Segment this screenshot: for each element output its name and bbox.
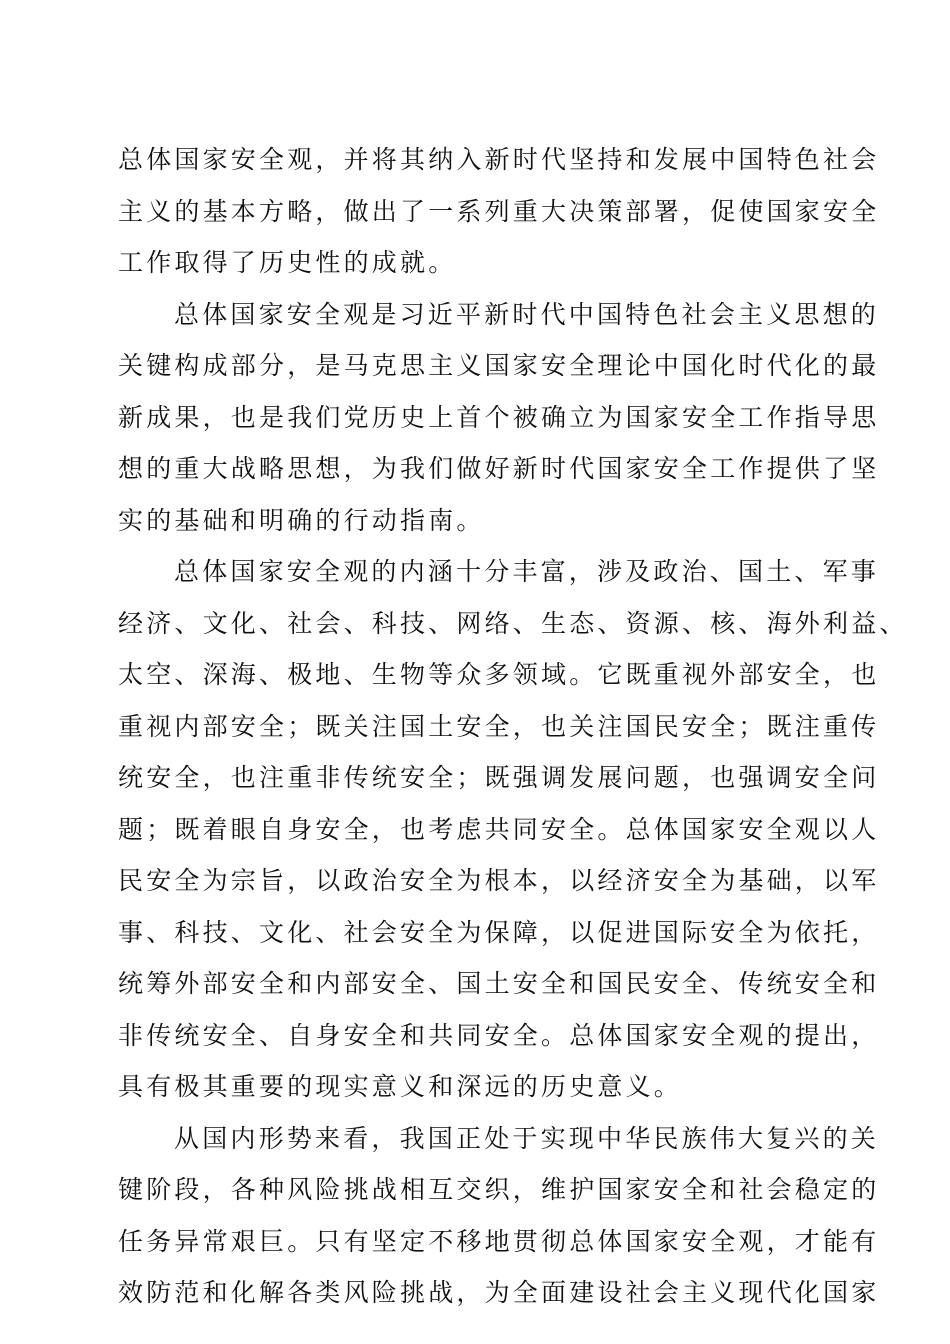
paragraph-3: [118, 546, 908, 1113]
paragraph-1: [118, 134, 880, 289]
text-line: 效防范和化解各类风险挑战，为全面建设社会主义现代化国家: [118, 1278, 880, 1307]
text-line: 太空、深海、极地、生物等众多领域。它既重视外部安全，也: [118, 660, 880, 689]
text-line: 主义的基本方略，做出了一系列重大决策部署，促使国家安全: [118, 196, 880, 226]
text-line: 总体国家安全观是习近平新时代中国特色社会主义思想的: [174, 299, 880, 329]
text-line: 想的重大战略思想，为我们做好新时代国家安全工作提供了坚: [118, 454, 880, 483]
text-line: 经济、文化、社会、科技、网络、生态、资源、核、海外利益、: [118, 608, 908, 638]
text-line: 总体国家安全观的内涵十分丰富，涉及政治、国土、军事: [174, 557, 880, 586]
text-line: 统安全，也注重非传统安全；既强调发展问题，也强调安全问: [118, 763, 880, 792]
text-line: 任务异常艰巨。只有坚定不移地贯彻总体国家安全观，才能有: [118, 1226, 880, 1256]
text-line: 统筹外部安全和内部安全、国土安全和国民安全、传统安全和: [118, 969, 880, 998]
text-line: 事、科技、文化、社会安全为保障，以促进国际安全为依托，: [118, 917, 880, 947]
text-line: 非传统安全、自身安全和共同安全。总体国家安全观的提出，: [118, 1020, 880, 1050]
paragraph-4: [118, 1113, 880, 1319]
document-body: [118, 134, 908, 1319]
text-line: 键阶段，各种风险挑战相互交织，维护国家安全和社会稳定的: [118, 1175, 880, 1204]
text-line: 从国内形势来看，我国正处于实现中华民族伟大复兴的关: [174, 1123, 880, 1153]
text-line: 总体国家安全观，并将其纳入新时代坚持和发展中国特色社会: [118, 145, 880, 174]
paragraph-2: [118, 289, 880, 547]
text-line: 题；既着眼自身安全，也考虑共同安全。总体国家安全观以人: [118, 814, 880, 844]
text-line: 重视内部安全；既关注国土安全，也关注国民安全；既注重传: [118, 711, 880, 741]
text-line: 关键构成部分，是马克思主义国家安全理论中国化时代化的最: [118, 351, 880, 380]
text-line: 工作取得了历史性的成就。: [118, 248, 457, 277]
text-line: 新成果，也是我们党历史上首个被确立为国家安全工作指导思: [118, 402, 880, 432]
text-line: 实的基础和明确的行动指南。: [118, 505, 485, 535]
text-line: 具有极其重要的现实意义和深远的历史意义。: [118, 1072, 683, 1101]
text-line: 民安全为宗旨，以政治安全为根本，以经济安全为基础，以军: [118, 866, 880, 895]
